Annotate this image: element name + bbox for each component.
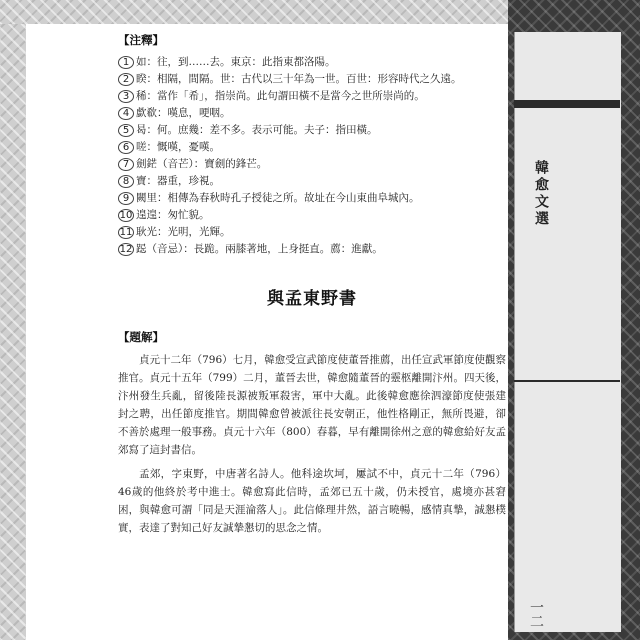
intro-paragraph: 貞元十二年（796）七月，韓愈受宣武節度使董晉推薦，出任宣武軍節度使觀察推官。貞元十五年（799）二月，董晉去世，韓愈隨董晉的靈柩離開汴州。四天後，汴州發生兵亂，留後陸長源被叛軍殺害，軍中大亂。此後韓愈應徐泗濠節度使張建封之聘，出任節度推官。期間韓愈曾被派往長安朝正，他性格剛正，無所畏避，卻不善於處理一般事務。貞元十六年（800）春暮，早有離開徐州之意的韓愈給好友孟郊寫了這封書信。 <box>118 354 506 456</box>
note-number: 10 <box>119 210 133 221</box>
note-item <box>118 224 506 241</box>
sidebar-dark-band <box>514 100 620 108</box>
intro-heading: 【題解】 <box>118 330 164 344</box>
note-number: 8 <box>118 175 134 188</box>
book-title: 韓愈文選 <box>533 160 549 228</box>
note-text: 闕里：相傳為春秋時孔子授徒之所。故址在今山東曲阜城內。 <box>136 192 420 204</box>
note-number: 7 <box>118 158 134 171</box>
note-number: 6 <box>118 141 134 154</box>
note-text: 耿光：光明，光輝。 <box>136 226 231 238</box>
note-item <box>118 88 506 105</box>
note-item <box>118 156 506 173</box>
note-number: 4 <box>118 107 134 120</box>
sidebar-panel <box>514 32 621 632</box>
note-item <box>118 105 506 122</box>
note-text: 曷：何。庶幾：差不多。表示可能。夫子：指田橫。 <box>136 124 378 136</box>
sidebar-divider <box>514 380 620 382</box>
note-text: 寶：器重，珍視。 <box>136 175 220 187</box>
note-number: 11 <box>119 227 133 238</box>
note-text: 歔欷：嘆息，哽咽。 <box>136 107 231 119</box>
note-text: 稀：當作「希」，指崇尚。此句謂田橫不是當今之世所崇尚的。 <box>136 90 425 102</box>
essay-title: 與孟東野書 <box>267 289 357 309</box>
note-text: 遑遑：匆忙貌。 <box>136 209 210 221</box>
page-content <box>118 32 506 632</box>
note-number: 9 <box>118 192 134 205</box>
note-item <box>118 122 506 139</box>
note-text: 睽：相隔，間隔。世：古代以三十年為一世。百世：形容時代之久遠。 <box>136 73 462 85</box>
note-item <box>118 241 506 258</box>
note-text: 如：往，到……去。東京：此指東都洛陽。 <box>136 56 336 68</box>
notes-heading: 【注釋】 <box>118 33 164 47</box>
note-item <box>118 173 506 190</box>
note-number: 3 <box>118 90 134 103</box>
note-number: 5 <box>118 124 134 137</box>
note-text: 劍鋩（音芒）：寶劍的鋒芒。 <box>136 158 268 170</box>
note-item <box>118 71 506 88</box>
top-decorative-border <box>0 0 508 24</box>
note-number: 12 <box>119 244 133 255</box>
notes-list <box>118 54 506 258</box>
left-decorative-border <box>0 0 26 640</box>
note-text: 嗟：慨嘆，憂嘆。 <box>136 141 220 153</box>
note-number: 2 <box>118 73 134 86</box>
note-item <box>118 139 506 156</box>
note-item <box>118 190 506 207</box>
note-text: 跽（音忌）：長跪。兩膝著地，上身挺直。薦：進獻。 <box>136 243 383 255</box>
note-item <box>118 207 506 224</box>
note-item <box>118 54 506 71</box>
intro-paragraph: 孟郊，字東野，中唐著名詩人。他科途坎坷，屢試不中，貞元十二年（796）46歲的他終於考中進士。韓愈寫此信時，孟郊已五十歲，仍未授官，處境亦甚窘困，與韓愈可謂「同是天涯淪落人」。此信條理井然，語言曉暢，感情真摯，誠懇樸實，表達了對知己好友誠摯懇切的思念之情。 <box>118 468 506 534</box>
note-number: 1 <box>118 56 134 69</box>
page-number: 一二 <box>528 600 544 628</box>
